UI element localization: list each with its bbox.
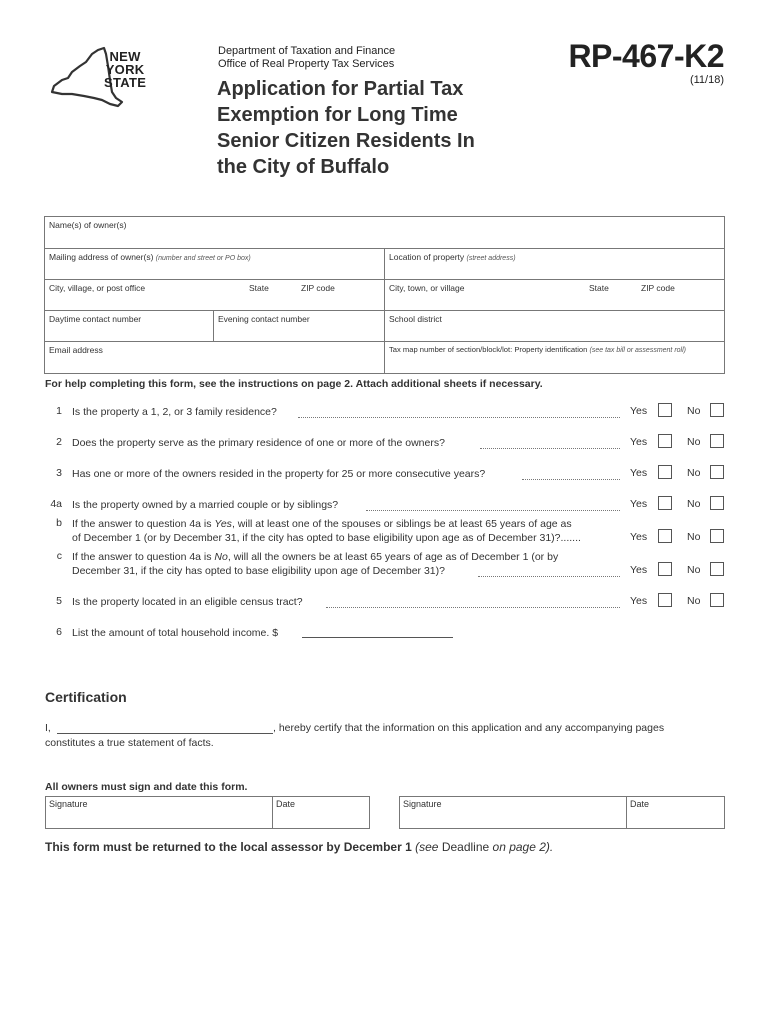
date-2-field[interactable] [627, 797, 724, 828]
q2-number: 2 [56, 436, 62, 448]
q2-yes-checkbox[interactable] [658, 434, 672, 448]
q5-no-checkbox[interactable] [710, 593, 724, 607]
title-line-3: Senior Citizen Residents In [217, 130, 475, 152]
mailing-address-label: Mailing address of owner(s) (number and street or PO box) [49, 252, 251, 262]
household-income-input[interactable] [302, 636, 453, 638]
signature-1-label: Signature [49, 799, 88, 809]
q3-no-label: No [687, 467, 701, 479]
paren-open: ( [411, 840, 420, 854]
logo-york: YORK [105, 62, 145, 77]
q1-no-label: No [687, 405, 701, 417]
q4b-line-1: If the answer to question 4a is Yes, will at least one of the spouses or siblings be at least 65 years of age as [72, 518, 572, 530]
nys-logo [44, 44, 156, 116]
form-revision: (11/18) [689, 74, 724, 86]
q5-yes-checkbox[interactable] [658, 593, 672, 607]
q4b-no-checkbox[interactable] [710, 529, 724, 543]
q5-text: Is the property located in an eligible census tract? [72, 596, 303, 608]
title-line-1: Application for Partial Tax [217, 78, 464, 100]
q5-no-label: No [687, 595, 701, 607]
date-1-field[interactable] [273, 797, 369, 828]
logo-state: STATE [104, 75, 147, 90]
q4c-yes-checkbox[interactable] [658, 562, 672, 576]
q4c-no-checkbox[interactable] [710, 562, 724, 576]
q1-text: Is the property a 1, 2, or 3 family residence? [72, 406, 277, 418]
tax-map-field[interactable] [384, 341, 725, 374]
q4b-yes-label: Yes [630, 531, 648, 543]
form-number: RP-467-K2 [568, 38, 724, 74]
email-field[interactable] [44, 341, 385, 374]
see-word: see [419, 840, 439, 854]
return-deadline-note [45, 840, 553, 854]
owner-names-label: Name(s) of owner(s) [49, 220, 127, 230]
deadline-bold: This form must be returned to the local assessor by December 1 [45, 840, 412, 854]
date-2-label: Date [630, 799, 650, 809]
q4a-no-label: No [687, 498, 701, 510]
q4b-number: b [56, 517, 62, 529]
property-zip-label: ZIP code [641, 283, 675, 293]
date-1-label: Date [276, 799, 296, 809]
q4c-line-1: If the answer to question 4a is No, will all the owners be at least 65 years of age as of December 1 (or by [72, 551, 559, 563]
owner-info-grid [44, 216, 725, 374]
mailing-state-label: State [249, 283, 269, 293]
q5-number: 5 [56, 595, 62, 607]
q2-no-label: No [687, 436, 701, 448]
mailing-city-field[interactable] [44, 279, 385, 311]
page-ref: on page 2 [492, 840, 546, 854]
help-text: For help completing this form, see the instructions on page 2. Attach additional sheets if necessary. [45, 378, 543, 390]
owner-names-field[interactable] [44, 216, 725, 249]
q1-number: 1 [56, 405, 62, 417]
cert-i: I, [45, 722, 51, 734]
tax-map-label: Tax map number of section/block/lot: Property identification (see tax bill or assessment roll) [389, 345, 686, 354]
q5-leader [326, 606, 620, 608]
daytime-contact-label: Daytime contact number [49, 314, 142, 324]
q2-leader [480, 447, 620, 449]
q4c-line-2: December 31, if the city has opted to base eligibility upon age of December 31)? [72, 565, 445, 577]
signature-block-2 [399, 796, 725, 829]
mailing-city-label: City, village, or post office [49, 283, 146, 293]
q4c-no-label: No [687, 564, 701, 576]
q6-text: List the amount of total household income. $ [72, 627, 279, 639]
daytime-contact-field[interactable] [44, 310, 214, 342]
logo-new: NEW [109, 49, 141, 64]
q4c-number: c [56, 550, 62, 562]
department-block [218, 45, 395, 71]
school-district-field[interactable] [384, 310, 725, 342]
q6-number: 6 [56, 626, 62, 638]
signature-2-field[interactable] [400, 797, 627, 828]
paren-close: ). [545, 840, 554, 854]
certification-line-2: constitutes a true statement of facts. [45, 737, 214, 749]
signature-1-field[interactable] [46, 797, 273, 828]
q4a-yes-checkbox[interactable] [658, 496, 672, 510]
q1-yes-label: Yes [630, 405, 648, 417]
q4c-yes-label: Yes [630, 564, 648, 576]
q4b-no-label: No [687, 531, 701, 543]
q4b-yes-checkbox[interactable] [658, 529, 672, 543]
q4c-leader [478, 575, 620, 577]
q1-yes-checkbox[interactable] [658, 403, 672, 417]
email-label: Email address [49, 345, 103, 355]
q2-yes-label: Yes [630, 436, 648, 448]
q4a-number: 4a [50, 498, 62, 510]
q4a-no-checkbox[interactable] [710, 496, 724, 510]
office-name: Office of Real Property Tax Services [218, 58, 395, 70]
title-line-4: the City of Buffalo [217, 156, 390, 178]
mailing-address-field[interactable] [44, 248, 385, 280]
evening-contact-field[interactable] [213, 310, 385, 342]
q4a-text: Is the property owned by a married couple or by siblings? [72, 499, 339, 511]
q4a-leader [366, 509, 620, 511]
certifier-name-input[interactable] [57, 732, 273, 734]
school-district-label: School district [389, 314, 442, 324]
property-state-label: State [589, 283, 609, 293]
signature-2-label: Signature [403, 799, 442, 809]
property-city-field[interactable] [384, 279, 725, 311]
q3-leader [522, 478, 620, 480]
q1-leader [298, 416, 620, 418]
certification-statement: , hereby certify that the information on this application and any accompanying pages [273, 722, 665, 734]
q4b-line-2: of December 1 (or by December 31, if the city has opted to base eligibility upon age as of December 31)?....... [72, 532, 581, 544]
q2-text: Does the property serve as the primary residence of one or more of the owners? [72, 437, 445, 449]
department-name: Department of Taxation and Finance [218, 45, 396, 57]
q4a-yes-label: Yes [630, 498, 648, 510]
signature-note: All owners must sign and date this form. [45, 781, 248, 793]
certification-title: Certification [45, 689, 127, 705]
property-location-label: Location of property (street address) [389, 252, 516, 262]
q3-number: 3 [56, 467, 62, 479]
mailing-zip-label: ZIP code [301, 283, 335, 293]
form-title [217, 76, 547, 180]
logo-wordmark [104, 50, 146, 89]
title-line-2: Exemption for Long Time [217, 104, 458, 126]
q3-no-checkbox[interactable] [710, 465, 724, 479]
certification-line-1 [45, 722, 51, 734]
q3-yes-checkbox[interactable] [658, 465, 672, 479]
q3-text: Has one or more of the owners resided in the property for 25 or more consecutive years? [72, 468, 486, 480]
property-city-label: City, town, or village [389, 283, 465, 293]
deadline-word: Deadline [438, 840, 493, 854]
signature-block-1 [45, 796, 370, 829]
q3-yes-label: Yes [630, 467, 648, 479]
q1-no-checkbox[interactable] [710, 403, 724, 417]
q5-yes-label: Yes [630, 595, 648, 607]
property-location-field[interactable] [384, 248, 725, 280]
evening-contact-label: Evening contact number [218, 314, 310, 324]
q2-no-checkbox[interactable] [710, 434, 724, 448]
